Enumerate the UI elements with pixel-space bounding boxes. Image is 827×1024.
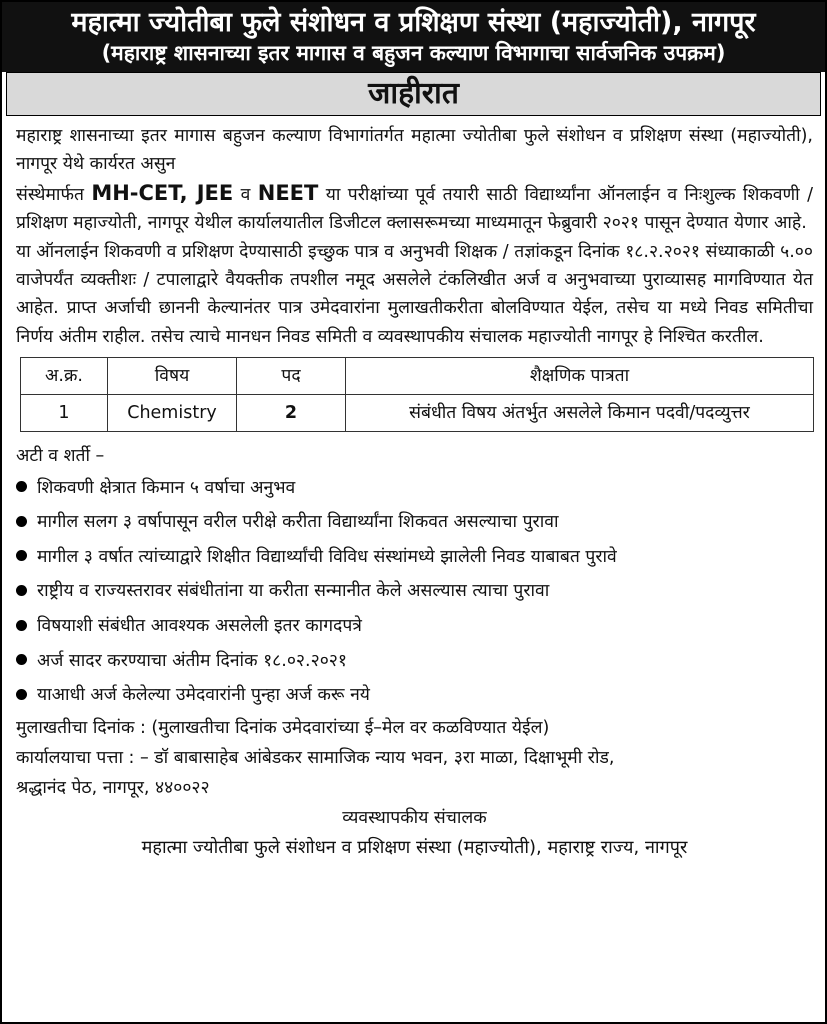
condition-text: मागील ३ वर्षात त्यांच्याद्वारे शिक्षीत विद्यार्थ्यांची विविध संस्थांमध्ये झालेली निवड याबाबत पुरावे: [37, 546, 617, 567]
advertisement-body: [2, 116, 825, 863]
condition-text: याआधी अर्ज केलेल्या उमेदवारांनी पुन्हा अर्ज करू नये: [37, 685, 370, 706]
intro-paragraph-2: [16, 179, 813, 238]
exam-names-a: MH-CET, JEE: [91, 180, 234, 205]
cell-subject: Chemistry: [108, 395, 237, 432]
condition-text: राष्ट्रीय व राज्यस्तरावर संबंधीतांना या करीता सन्मानीत केले असल्यास त्याचा पुरावा: [37, 581, 550, 602]
organization-subtitle: (महाराष्ट्र शासनाच्या इतर मागास व बहुजन कल्याण विभागाचा सार्वजनिक उपक्रम): [101, 41, 726, 65]
list-item: [16, 471, 813, 506]
table-row: [21, 395, 814, 432]
list-item: [16, 505, 813, 540]
header-banner: [2, 2, 825, 72]
intro-paragraph-3: या ऑनलाईन शिकवणी व प्रशिक्षण देण्यासाठी इच्छुक पात्र व अनुभवी शिक्षक / तज्ञांकडून दिनांक १८.२.२०२१ संध्याकाळी ५.०० वाजेपर्यंत व्यक्तीशः / टपालाद्वारे वैयक्तीक तपशील नमूद असलेले टंकलिखीत अर्ज व अनुभवाच्या पुराव्यासह मागविण्यात येत आहेत. प्राप्त अर्जाची छाननी केल्यानंतर पात्र उमेदवारांना मुलाखतीकरीता बोलविण्यात येईल, तसेच या मध्ये निवड समितीचा निर्णय अंतीम राहील. तसेच त्याचे मानधन निवड समिती व व्यवस्थापकीय संचालक महाज्योती नागपूर हे निश्चित करतील.: [16, 241, 813, 347]
cell-serial: 1: [21, 395, 108, 432]
list-item: [16, 678, 813, 713]
conditions-list: [16, 471, 813, 713]
intro-p2-after: या परीक्षांच्या पूर्व तयारी साठी विद्यार्थ्यांना ऑनलाईन व निःशुल्क शिकवणी / प्रशिक्षण महाज्योती, नागपूर येथील कार्यालयातील डिजीटल क्लासरूमच्या माध्यमातून फेब्रुवारी २०२१ पासून देण्यात येणार आहे.: [16, 184, 813, 234]
condition-text: मागील सलग ३ वर्षापासून वरील परीक्षे करीता विद्यार्थ्यांना शिकवत असल्याचा पुरावा: [37, 512, 559, 533]
eligibility-table: [20, 357, 814, 432]
intro-p2-and: व: [233, 184, 258, 205]
bullet-icon: [16, 585, 27, 596]
office-address-line-1: कार्यालयाचा पत्ता : – डॉ बाबासाहेब आंबेडकर सामाजिक न्याय भवन, ३रा माळा, दिक्षाभूमी रोड,: [16, 747, 615, 768]
condition-text: विषयाशी संबंधीत आवश्यक असलेली इतर कागदपत्रे: [37, 616, 362, 637]
condition-text: अर्ज सादर करण्याचा अंतीम दिनांक १८.०२.२०२१: [37, 650, 347, 671]
office-address-line-2: श्रद्धानंद पेठ, नागपूर, ४४००२२: [16, 777, 210, 798]
intro-p2-before: संस्थेमार्फत: [16, 184, 92, 205]
col-header-qualification: शैक्षणिक पात्रता: [346, 358, 814, 395]
cell-posts: 2: [237, 395, 346, 432]
list-item: [16, 609, 813, 644]
bullet-icon: [16, 550, 27, 561]
advertisement-heading: जाहीरात: [6, 72, 821, 116]
bullet-icon: [16, 481, 27, 492]
bullet-icon: [16, 689, 27, 700]
bullet-icon: [16, 654, 27, 665]
signatory-designation: व्यवस्थापकीय संचालक: [342, 807, 487, 828]
interview-date: मुलाखतीचा दिनांक : (मुलाखतीचा दिनांक उमेदवारांच्या ई–मेल वर कळविण्यात येईल): [16, 717, 550, 738]
col-header-serial: अ.क्र.: [21, 358, 108, 395]
col-header-subject: विषय: [108, 358, 237, 395]
col-header-posts: पद: [237, 358, 346, 395]
signatory-organization: महात्मा ज्योतीबा फुले संशोधन व प्रशिक्षण संस्था (महाज्योती), महाराष्ट्र राज्य, नागपूर: [141, 836, 688, 858]
bullet-icon: [16, 620, 27, 631]
bullet-icon: [16, 516, 27, 527]
condition-text: शिकवणी क्षेत्रात किमान ५ वर्षाचा अनुभव: [37, 477, 296, 498]
organization-title: महात्मा ज्योतीबा फुले संशोधन व प्रशिक्षण संस्था (महाज्योती), नागपूर: [71, 7, 756, 38]
list-item: [16, 540, 813, 575]
table-header-row: [21, 358, 814, 395]
intro-paragraph-1: महाराष्ट्र शासनाच्या इतर मागास बहुजन कल्याण विभागांतर्गत महात्मा ज्योतीबा फुले संशोधन व प्रशिक्षण संस्था (महाज्योती), नागपूर येथे कार्यरत असुन: [16, 126, 813, 175]
list-item: [16, 644, 813, 679]
list-item: [16, 574, 813, 609]
cell-qualification: संबंधीत विषय अंतर्भुत असलेले किमान पदवी/पदव्युत्तर: [346, 395, 814, 432]
conditions-title: अटी व शर्ती –: [16, 446, 105, 467]
exam-names-b: NEET: [257, 180, 319, 205]
